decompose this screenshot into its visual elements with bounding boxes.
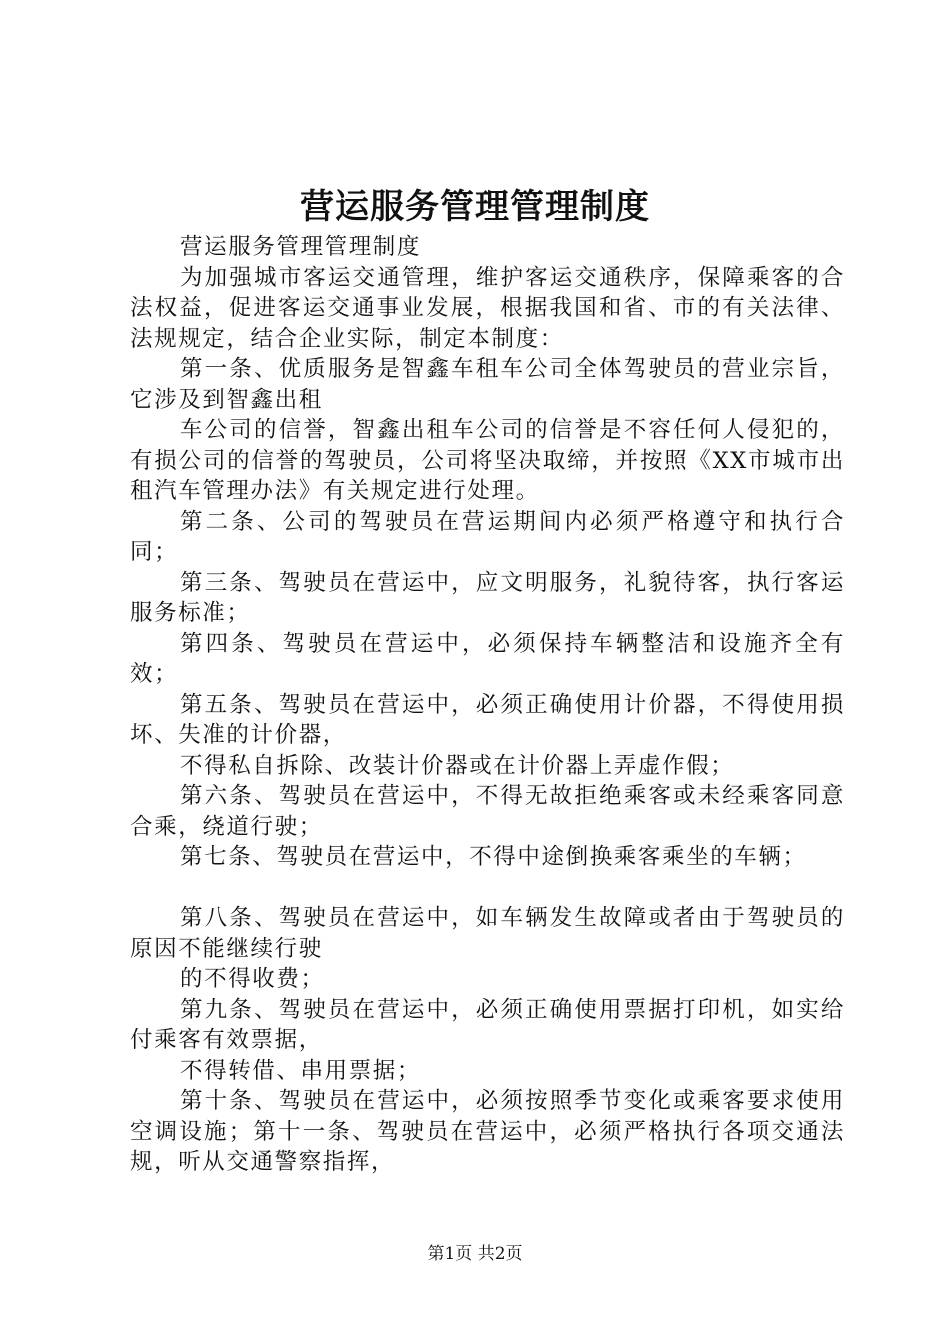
paragraph: 的不得收费； (180, 966, 325, 992)
paragraph: 为加强城市客运交通管理，维护客运交通秩序，保障乘客的合法权益，促进客运交通事业发展，根据我国和省、市的有关法律、法规规定，结合企业实际，制定本制度： (130, 264, 845, 352)
paragraph: 第七条、驾驶员在营运中，不得中途倒换乘客乘坐的车辆； (180, 844, 807, 870)
paragraph: 第九条、驾驶员在营运中，必须正确使用票据打印机，如实给付乘客有效票据， (130, 996, 845, 1053)
paragraph: 第二条、公司的驾驶员在营运期间内必须严格遵守和执行合同； (130, 508, 845, 565)
paragraph: 第五条、驾驶员在营运中，必须正确使用计价器，不得使用损坏、失准的计价器， (130, 691, 845, 748)
blank-line (130, 873, 845, 904)
document-body (130, 232, 845, 1178)
paragraph: 第六条、驾驶员在营运中，不得无故拒绝乘客或未经乘客同意合乘，绕道行驶； (130, 783, 845, 840)
paragraph: 第八条、驾驶员在营运中，如车辆发生故障或者由于驾驶员的原因不能继续行驶 (130, 905, 845, 962)
paragraph: 车公司的信誉，智鑫出租车公司的信誉是不容任何人侵犯的，有损公司的信誉的驾驶员，公司将坚决取缔，并按照《XX市城市出租汽车管理办法》有关规定进行处理。 (130, 417, 845, 504)
paragraph: 营运服务管理管理制度 (180, 234, 422, 260)
document-title: 营运服务管理管理制度 (300, 187, 650, 227)
paragraph: 第三条、驾驶员在营运中，应文明服务，礼貌待客，执行客运服务标准； (130, 569, 845, 626)
paragraph: 不得私自拆除、改装计价器或在计价器上弄虚作假； (180, 752, 735, 779)
paragraph: 第四条、驾驶员在营运中，必须保持车辆整洁和设施齐全有效； (130, 630, 845, 687)
paragraph: 第一条、优质服务是智鑫车租车公司全体驾驶员的营业宗旨，它涉及到智鑫出租 (130, 356, 845, 413)
paragraph: 第十条、驾驶员在营运中，必须按照季节变化或乘客要求使用空调设施；第十一条、驾驶员在营运中，必须严格执行各项交通法规，听从交通警察指挥， (130, 1088, 845, 1175)
paragraph: 不得转借、串用票据； (180, 1057, 422, 1084)
page-footer: 第1页 共2页 (427, 1244, 523, 1264)
